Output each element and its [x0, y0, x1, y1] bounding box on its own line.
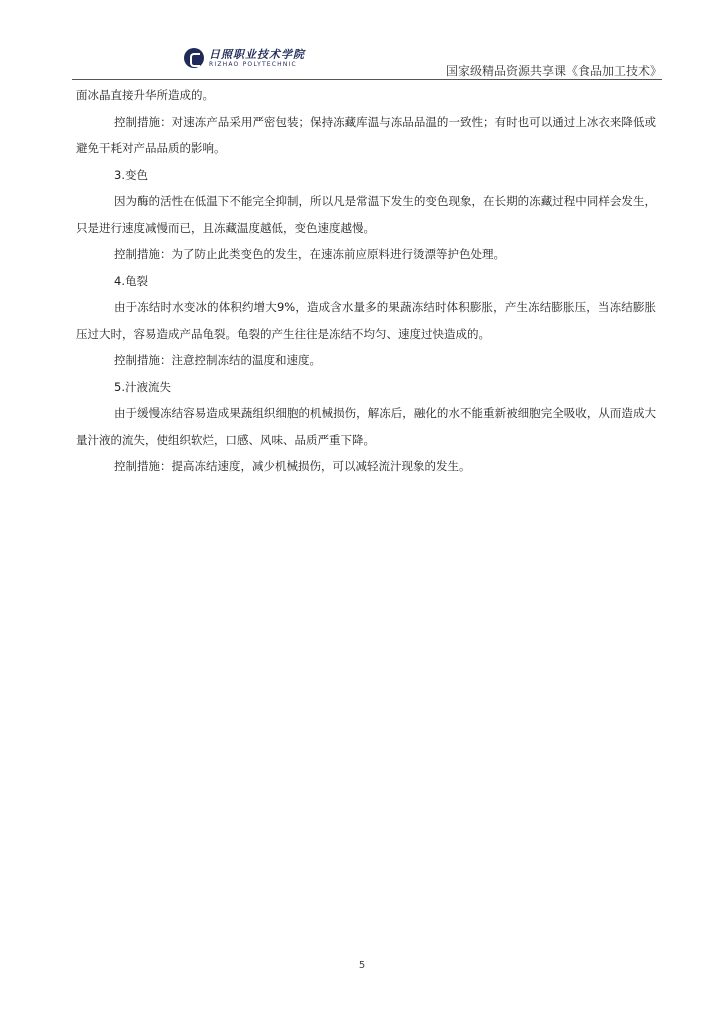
- school-name-en: RIZHAO POLYTECHNIC: [209, 60, 297, 68]
- paragraph: 控制措施：注意控制冻结的温度和速度。: [114, 353, 321, 367]
- school-logo: [184, 48, 305, 68]
- course-title: 国家级精品资源共享课《食品加工技术》: [445, 64, 662, 78]
- document-body: [76, 82, 656, 480]
- paragraph: 控制措施：为了防止此类变色的发生，在速冻前应原料进行烫漂等护色处理。: [114, 247, 505, 261]
- school-name-cn: 日照职业技术学院: [209, 47, 305, 61]
- paragraph: 控制措施：提高冻结速度，减少机械损伤，可以减轻流汁现象的发生。: [114, 459, 471, 473]
- paragraph: 由于冻结时水变冰的体积约增大9%，造成含水量多的果蔬冻结时体积膨胀，产生冻结膨胀压，当冻结膨胀压过大时，容易造成产品龟裂。龟裂的产生往往是冻结不均匀、速度过快造成的。: [76, 300, 656, 341]
- paragraph: 控制措施：对速冻产品采用严密包装；保持冻藏库温与冻品品温的一致性；有时也可以通过上冰衣来降低或避免干耗对产品品质的影响。: [76, 114, 656, 155]
- section-heading: 5.汁液流失: [114, 379, 171, 394]
- paragraph: 因为酶的活性在低温下不能完全抑制，所以凡是常温下发生的变色现象，在长期的冻藏过程中同样会发生，只是进行速度减慢而已，且冻藏温度越低，变色速度越慢。: [76, 194, 656, 235]
- section-heading: 3.变色: [114, 167, 148, 182]
- page-header: [72, 44, 662, 80]
- header-rule: [72, 79, 662, 80]
- section-heading: 4.龟裂: [114, 273, 148, 288]
- page-number: 5: [358, 960, 366, 971]
- paragraph: 面冰晶直接升华所造成的。: [76, 88, 214, 102]
- school-emblem-icon: [184, 48, 204, 68]
- paragraph: 由于缓慢冻结容易造成果蔬组织细胞的机械损伤，解冻后，融化的水不能重新被细胞完全吸收，从而造成大量汁液的流失，使组织软烂，口感、风味、品质严重下降。: [76, 406, 656, 447]
